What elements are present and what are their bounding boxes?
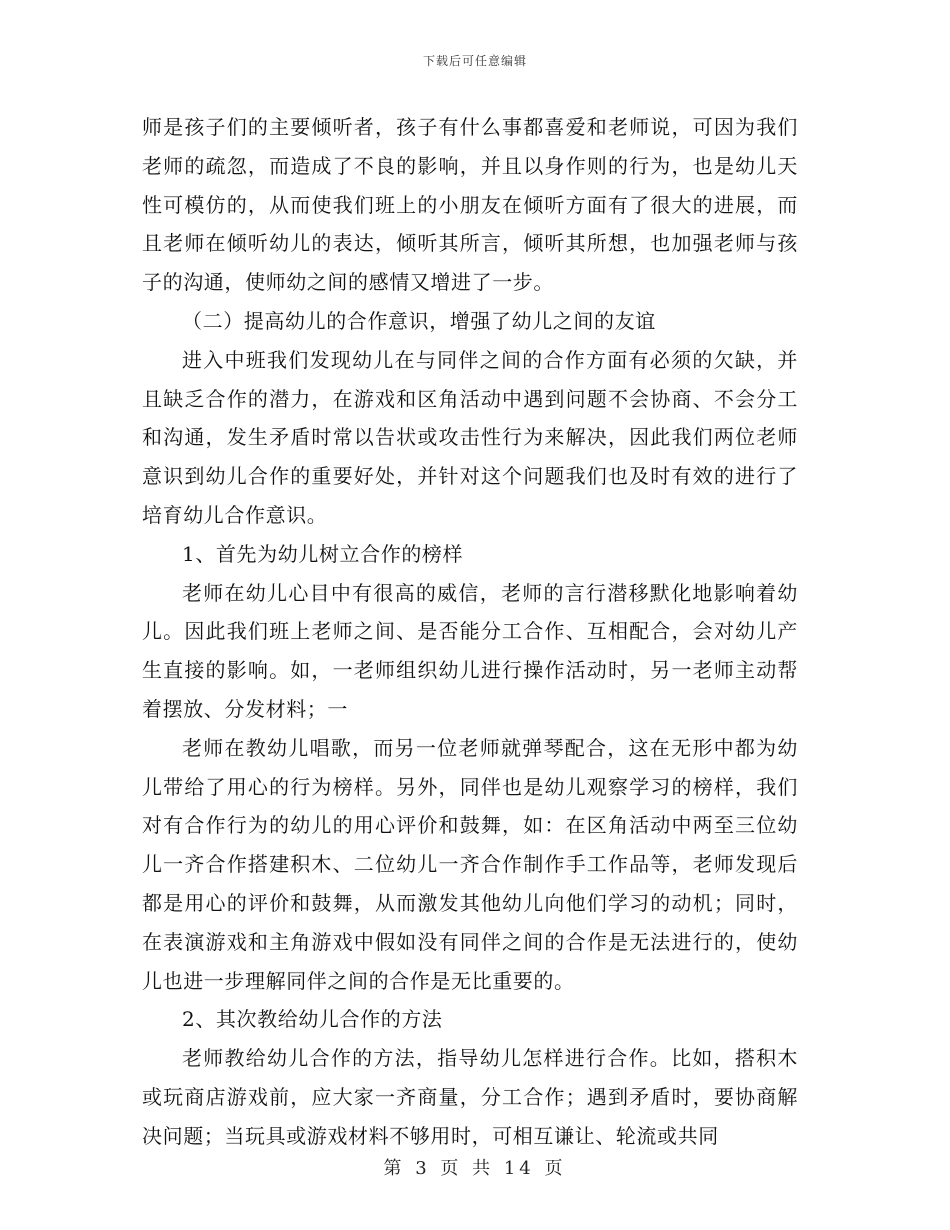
page-number: 第 3 页 共 14 页	[383, 1158, 567, 1179]
subheading-role-model: 1、首先为幼儿树立合作的榜样	[182, 541, 464, 566]
paragraph-cooperation-intro: 进入中班我们发现幼儿在与同伴之间的合作方面有必须的欠缺，并且缺乏合作的潜力，在游戏和区角活动中遇到问题不会协商、不会分工和沟通，发生矛盾时常以告状或攻击性行为来解决，因此我们两位老师意识到幼儿合作的重要好处，并针对这个问题我们也及时有效的进行了培育幼儿合作意识。	[142, 347, 798, 527]
subheading-methods: 2、其次教给幼儿合作的方法	[182, 1007, 443, 1032]
page-header: 下载后可任意编辑	[422, 54, 527, 68]
section-heading-cooperation: （二）提高幼儿的合作意识，增强了幼儿之间的友谊	[182, 308, 656, 333]
document-body	[142, 108, 798, 1156]
paragraph-teacher-influence: 老师在幼儿心目中有很高的威信，老师的言行潜移默化地影响着幼儿。因此我们班上老师之间、是否能分工合作、互相配合，会对幼儿产生直接的影响。如，一老师组织幼儿进行操作活动时，另一老师主动帮着摆放、分发材料；一	[142, 580, 798, 721]
paragraph-peer-model: 老师在教幼儿唱歌，而另一位老师就弹琴配合，这在无形中都为幼儿带给了用心的行为榜样。另外，同伴也是幼儿观察学习的榜样，我们对有合作行为的幼儿的用心评价和鼓舞，如：在区角活动中两至三位幼儿一齐合作搭建积木、二位幼儿一齐合作制作手工作品等，老师发现后都是用心的评价和鼓舞，从而激发其他幼儿向他们学习的动机；同时，在表演游戏和主角游戏中假如没有同伴之间的合作是无法进行的，使幼儿也进一步理解同伴之间的合作是无比重要的。	[142, 735, 798, 993]
paragraph-continuation: 师是孩子们的主要倾听者，孩子有什么事都喜爱和老师说，可因为我们老师的疏忽，而造成了不良的影响，并且以身作则的行为，也是幼儿天性可模仿的，从而使我们班上的小朋友在倾听方面有了很大的进展，而且老师在倾听幼儿的表达，倾听其所言，倾听其所想，也加强老师与孩子的沟通，使师幼之间的感情又增进了一步。	[142, 115, 798, 295]
paragraph-methods: 老师教给幼儿合作的方法，指导幼儿怎样进行合作。比如，搭积木或玩商店游戏前，应大家一齐商量，分工合作；遇到矛盾时，要协商解决问题；当玩具或游戏材料不够用时，可相互谦让、轮流或共同	[142, 1046, 798, 1148]
